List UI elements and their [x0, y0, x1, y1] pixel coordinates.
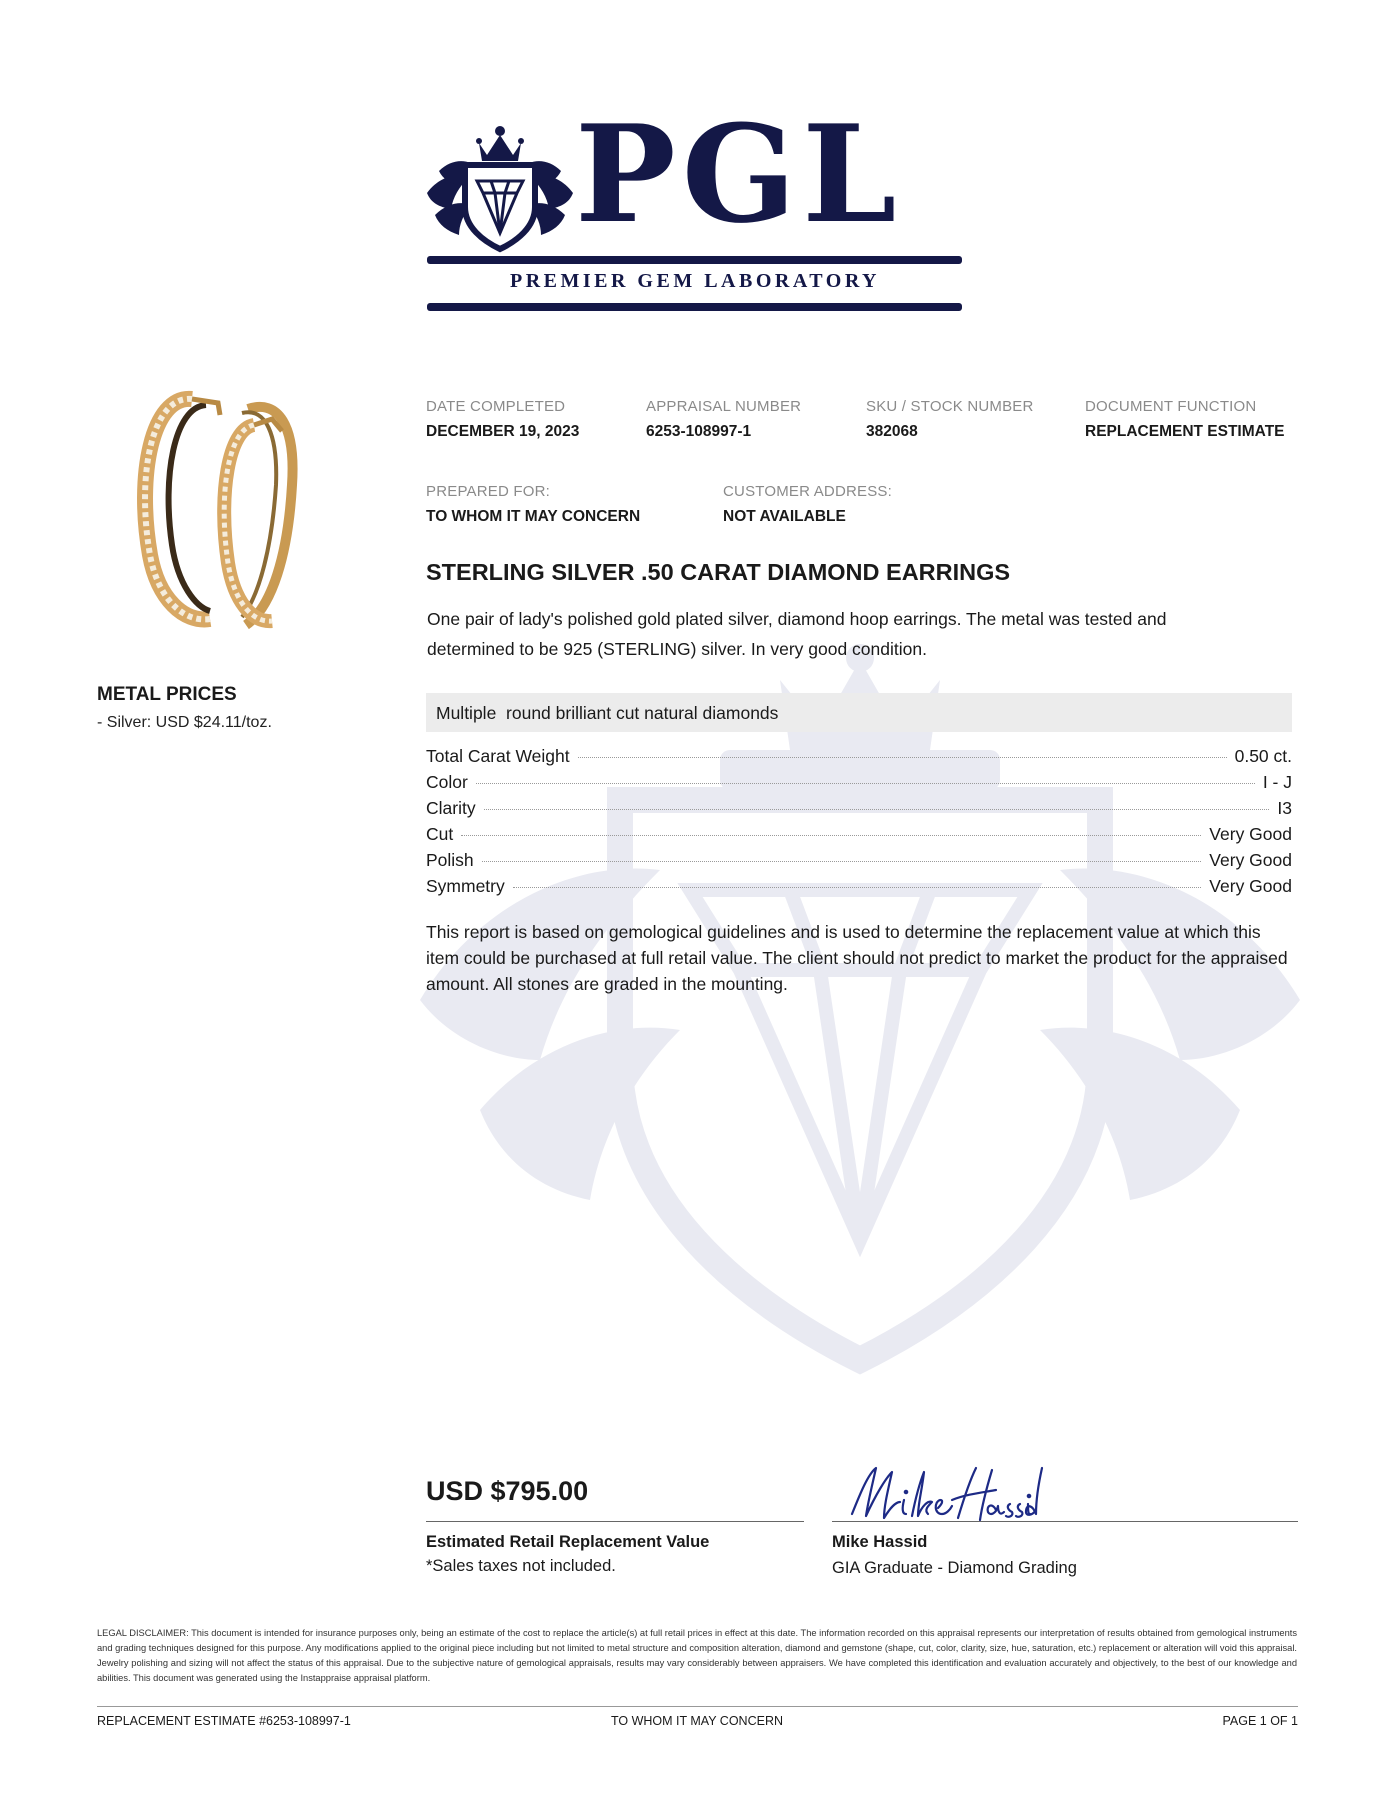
spec-label: Cut	[426, 824, 454, 844]
footer-rule	[97, 1706, 1298, 1707]
spec-label: Polish	[426, 850, 474, 870]
pgl-logo	[425, 95, 965, 315]
spec-value: I - J	[1262, 772, 1292, 792]
spec-row	[426, 824, 1292, 850]
date-completed-label: DATE COMPLETED	[426, 398, 566, 415]
price-rule	[426, 1521, 804, 1522]
sku-number-value: 382068	[866, 423, 918, 440]
logo-subtitle: PREMIER GEM LABORATORY	[509, 270, 881, 292]
legal-disclaimer: LEGAL DISCLAIMER: This document is intended for insurance purposes only, being an estimate of the cost to replace the article(s) at full retail prices in effect at this date. The information recorded on this appraisal represents our interpretation of results obtained from gemological instruments and grading techniques designed for this purpose. Any modifications applied to the original piece including but not limited to metal structure and composition alteration, diamond and gemstone (shape, cut, color, clarity, size, hue, saturation, etc.) replacement or alteration will void this appraisal. Jewelry polishing and sizing will not affect the status of this appraisal. Due to the subjective nature of gemological appraisals, results may vary considerably between appraisers. We have completed this identification and evaluation accurately and objectively, to the best of our knowledge and abilities. This document was generated using the Instappraise appraisal platform.	[97, 1628, 1297, 1683]
appraisal-number-label: APPRAISAL NUMBER	[646, 398, 802, 415]
customer-address-label: CUSTOMER ADDRESS:	[723, 483, 892, 500]
footer-left: REPLACEMENT ESTIMATE #6253-108997-1	[97, 1714, 351, 1728]
stone-specs	[426, 746, 1292, 902]
customer-address-value: NOT AVAILABLE	[723, 508, 846, 525]
appraisal-number	[646, 398, 801, 441]
signature-rule	[832, 1521, 1298, 1522]
logo-rule-bottom	[427, 303, 962, 311]
logo-rule-top	[427, 256, 962, 264]
logo-wordmark: PGL	[575, 95, 903, 253]
spec-leader	[476, 783, 1255, 784]
spec-value: Very Good	[1209, 876, 1292, 896]
document-function-value: REPLACEMENT ESTIMATE	[1085, 423, 1285, 440]
crown-shield-diamond-emblem-icon	[425, 115, 575, 255]
spec-value: I3	[1277, 798, 1292, 818]
document-function-label: DOCUMENT FUNCTION	[1085, 398, 1257, 415]
spec-leader	[513, 887, 1202, 888]
spec-leader	[482, 861, 1202, 862]
spec-label: Total Carat Weight	[426, 746, 570, 766]
metal-prices-title: METAL PRICES	[97, 684, 237, 705]
appraiser-name: Mike Hassid	[832, 1533, 928, 1551]
sku-number	[866, 398, 1034, 441]
spec-leader	[578, 757, 1227, 758]
item-title: STERLING SILVER .50 CARAT DIAMOND EARRINGS	[426, 559, 1011, 585]
metal-price-silver: - Silver: USD $24.11/toz.	[97, 714, 272, 731]
prepared-for-label: PREPARED FOR:	[426, 483, 551, 500]
spec-row	[426, 850, 1292, 876]
footer-right: PAGE 1 OF 1	[1222, 1714, 1298, 1728]
prepared-for-value: TO WHOM IT MAY CONCERN	[426, 508, 641, 525]
sku-number-label: SKU / STOCK NUMBER	[866, 398, 1034, 415]
spec-row	[426, 798, 1292, 824]
price-label: Estimated Retail Replacement Value	[426, 1533, 710, 1551]
spec-leader	[461, 835, 1201, 836]
spec-label: Symmetry	[426, 876, 505, 896]
spec-value: Very Good	[1209, 824, 1292, 844]
prepared-for	[426, 483, 640, 526]
spec-leader	[484, 809, 1270, 810]
spec-row	[426, 746, 1292, 772]
replacement-price: USD $795.00	[426, 1476, 589, 1506]
spec-label: Clarity	[426, 798, 476, 818]
document-function	[1085, 398, 1285, 441]
customer-address	[723, 483, 892, 526]
spec-label: Color	[426, 772, 468, 792]
date-completed	[426, 398, 579, 441]
item-description: One pair of lady's polished gold plated silver, diamond hoop earrings. The metal was tested and determined to be 925 (STERLING) silver. In very good condition.	[427, 609, 1167, 659]
spec-value: 0.50 ct.	[1234, 746, 1292, 766]
report-note: This report is based on gemological guidelines and is used to determine the replacement value at which this item could be purchased at full retail value. The client should not predict to market the product for the appraised amount. All stones are graded in the mounting.	[426, 922, 1288, 994]
appraisal-number-value: 6253-108997-1	[646, 423, 752, 440]
stone-heading: Multiple round brilliant cut natural diamonds	[426, 693, 1292, 732]
date-completed-value: DECEMBER 19, 2023	[426, 423, 580, 440]
price-note: *Sales taxes not included.	[426, 1557, 616, 1575]
earrings-photo	[96, 385, 356, 645]
spec-row	[426, 876, 1292, 902]
spec-row	[426, 772, 1292, 798]
spec-value: Very Good	[1209, 850, 1292, 870]
appraiser-title: GIA Graduate - Diamond Grading	[832, 1559, 1077, 1577]
footer-center: TO WHOM IT MAY CONCERN	[611, 1714, 783, 1728]
appraiser-signature	[846, 1460, 1046, 1528]
